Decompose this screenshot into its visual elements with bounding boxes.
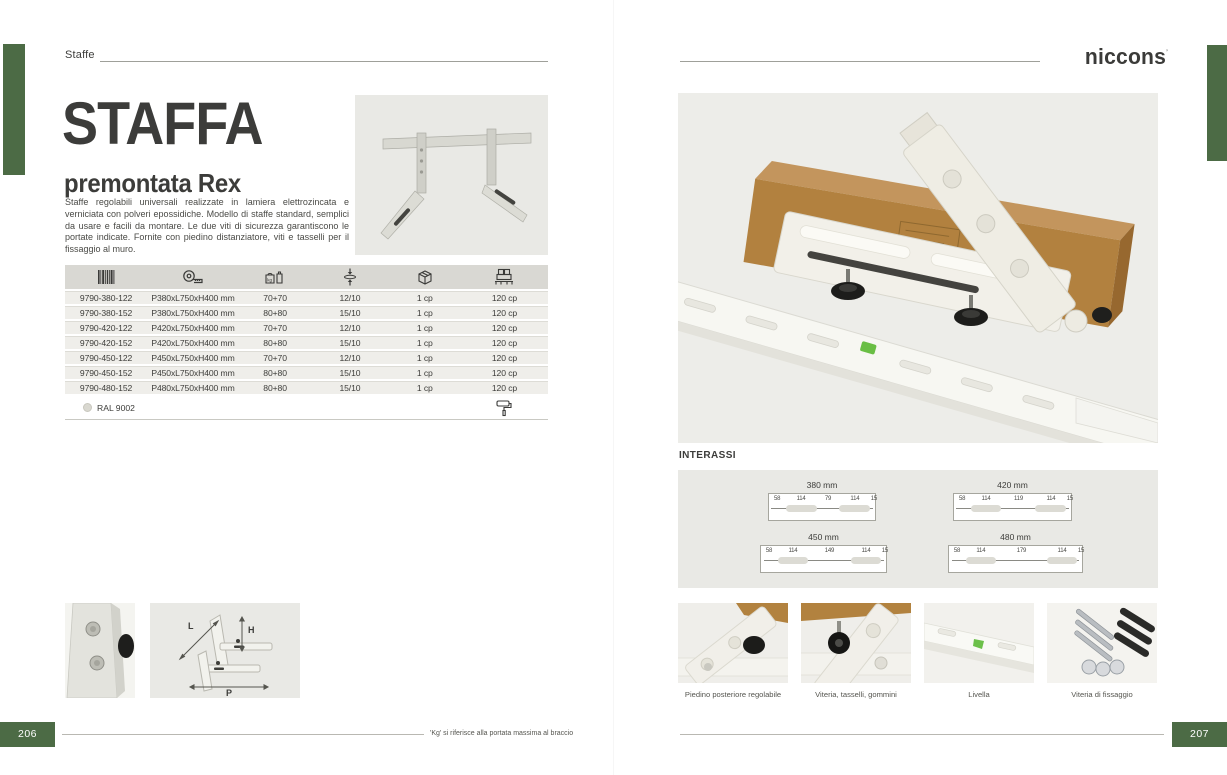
cell-thickness: 15/10	[339, 382, 361, 393]
brand-logo-text: niccons	[1084, 44, 1167, 69]
spec-table-header	[65, 265, 548, 291]
cell-capacity: 80+80	[263, 382, 287, 393]
rubber-foot-knob	[118, 634, 134, 658]
cell-thickness: 15/10	[339, 307, 361, 318]
product-photo-main	[678, 93, 1158, 443]
cell-capacity: 70+70	[263, 322, 287, 333]
segment-value: 58	[958, 496, 966, 502]
segment-value: 58	[953, 548, 961, 554]
cell-code: 9790-380-122	[79, 292, 133, 303]
table-row	[65, 291, 548, 306]
segment-value: 114	[1057, 548, 1067, 554]
cell-pack: 1 cp	[416, 292, 433, 303]
slot-pill	[971, 505, 1001, 512]
header-rule-right	[680, 61, 1040, 62]
cell-pack: 1 cp	[416, 382, 433, 393]
segment-value: 15	[1077, 548, 1085, 554]
segment-value: 149	[824, 548, 835, 554]
cell-capacity: 70+70	[263, 292, 287, 303]
bracket-illustration	[355, 95, 548, 255]
table-row	[65, 306, 548, 321]
segment-value: 114	[981, 496, 991, 502]
footer-rule-left	[62, 734, 424, 735]
cell-size: P450xL750xH400 mm	[151, 352, 235, 363]
cell-size: P420xL750xH400 mm	[151, 322, 235, 333]
page-fold-divider	[613, 0, 614, 775]
cell-pallet: 120 cp	[491, 337, 518, 348]
thumbnail-caption: Viteria di fissaggio	[1071, 690, 1133, 699]
cell-pack: 1 cp	[416, 337, 433, 348]
dim-label-depth: P	[226, 688, 233, 698]
cell-thickness: 15/10	[339, 337, 361, 348]
thumbnail-caption: Livella	[968, 690, 990, 699]
cell-code: 9790-480-152	[79, 382, 133, 393]
product-photo-small	[355, 95, 548, 255]
cell-capacity: 80+80	[263, 307, 287, 318]
diagram-bar	[760, 545, 887, 573]
segment-value: 79	[824, 496, 832, 502]
brand-logo	[1064, 44, 1168, 70]
dimension-diagram	[150, 603, 300, 698]
page-number-right: 207	[1172, 722, 1227, 747]
cell-pallet: 120 cp	[491, 307, 518, 318]
diagram-bar	[768, 493, 876, 521]
detail-photo-screws	[1047, 603, 1157, 683]
barcode-icon	[95, 269, 117, 285]
product-title: STAFFA	[62, 90, 263, 157]
interassi-diagram-450	[760, 532, 887, 573]
segment-value: 179	[1016, 548, 1027, 554]
cell-code: 9790-450-122	[79, 352, 133, 363]
footer-rule-right	[680, 734, 1164, 735]
cell-thickness: 15/10	[339, 367, 361, 378]
package-icon	[416, 269, 434, 286]
slot-pill	[786, 505, 817, 512]
table-row	[65, 366, 548, 381]
slot-pill	[966, 557, 997, 564]
table-footer-row	[65, 396, 548, 420]
cell-size: P380xL750xH400 mm	[151, 307, 235, 318]
cell-pack: 1 cp	[416, 307, 433, 318]
cell-thickness: 12/10	[339, 352, 361, 363]
cell-code: 9790-420-152	[79, 337, 133, 348]
slot-pill	[1035, 505, 1065, 512]
dimension-diagram-svg	[150, 603, 300, 698]
interassi-heading: INTERASSI	[679, 450, 736, 461]
svg-text:kg: kg	[267, 277, 273, 282]
cell-pallet: 120 cp	[491, 382, 518, 393]
segment-value: 114	[796, 496, 806, 502]
interassi-diagram-380	[768, 480, 876, 521]
category-label: Staffe	[65, 49, 95, 61]
diagram-title: 480 mm	[1000, 532, 1031, 542]
main-photo-illustration	[678, 93, 1158, 443]
diagram-title: 420 mm	[997, 480, 1028, 490]
brand-trademark: ’	[1166, 48, 1168, 58]
diagram-title: 380 mm	[806, 480, 838, 490]
table-row	[65, 321, 548, 336]
rear-foot-knob	[743, 636, 765, 654]
footnote: 'Kg' si riferisce alla portata massima al braccio	[430, 730, 574, 737]
segment-value: 114	[850, 496, 860, 502]
cell-pallet: 120 cp	[491, 322, 518, 333]
detail-photo-foot	[65, 603, 135, 698]
detail-photo-level	[924, 603, 1034, 683]
cell-pack: 1 cp	[416, 322, 433, 333]
section-tab-right	[1207, 45, 1227, 161]
cell-pack: 1 cp	[416, 367, 433, 378]
cell-size: P450xL750xH400 mm	[151, 367, 235, 378]
foot-detail-illustration	[65, 603, 135, 698]
interassi-panel	[678, 470, 1158, 588]
thumbnail-caption: Viteria, tasselli, gommini	[815, 690, 897, 699]
cell-thickness: 12/10	[339, 292, 361, 303]
segment-value: 114	[861, 548, 871, 554]
table-row	[65, 351, 548, 366]
segment-value: 15	[881, 548, 889, 554]
cell-pallet: 120 cp	[491, 352, 518, 363]
slot-pill	[839, 505, 870, 512]
thumbnail-caption: Piedino posteriore regolabile	[684, 690, 782, 699]
ral-swatch	[83, 403, 92, 412]
pallet-icon	[493, 268, 515, 286]
measuring-tape-icon	[181, 269, 205, 285]
cell-code: 9790-380-152	[79, 307, 133, 318]
interassi-diagram-420	[953, 480, 1072, 521]
cell-pack: 1 cp	[416, 352, 433, 363]
cell-pallet: 120 cp	[491, 292, 518, 303]
interassi-diagram-480	[948, 532, 1083, 573]
segment-value: 114	[788, 548, 798, 554]
table-row	[65, 381, 548, 396]
cell-size: P420xL750xH400 mm	[151, 337, 235, 348]
slot-pill	[778, 557, 808, 564]
table-row	[65, 336, 548, 351]
ral-color-indicator	[65, 403, 135, 413]
detail-photo-hardware	[801, 603, 911, 683]
spec-table	[65, 265, 548, 420]
cell-code: 9790-450-152	[79, 367, 133, 378]
pivot-knob	[1092, 307, 1112, 323]
product-subtitle: premontata Rex	[64, 168, 241, 198]
cell-size: P480xL750xH400 mm	[151, 382, 235, 393]
weight-capacity-icon	[263, 269, 287, 286]
cell-capacity: 80+80	[263, 367, 287, 378]
cell-code: 9790-420-122	[79, 322, 133, 333]
segment-value: 15	[1066, 496, 1074, 502]
page-number-left: 206	[0, 722, 55, 747]
segment-value: 114	[976, 548, 986, 554]
diagram-bar	[953, 493, 1072, 521]
dim-label-height: H	[248, 625, 255, 635]
dim-label-length: L	[188, 621, 194, 631]
product-description: Staffe regolabili universali realizzate in lamiera elettrozincata e verniciata con polveri epossidiche. Modello di staffe standard, semplici da usare e facili da montare. Le due viti di sicurezza garantiscono le portate indicate. Fornite con piedino distanziatore, viti e tasselli per il fissaggio al muro.	[65, 197, 349, 255]
diagram-title: 450 mm	[808, 532, 839, 542]
sheet-thickness-icon	[343, 268, 357, 286]
segment-value: 58	[765, 548, 773, 554]
cell-capacity: 70+70	[263, 352, 287, 363]
slot-pill	[1047, 557, 1078, 564]
cell-thickness: 12/10	[339, 322, 361, 333]
segment-value: 15	[870, 496, 878, 502]
cell-pallet: 120 cp	[491, 367, 518, 378]
paint-roller-icon	[495, 399, 513, 417]
detail-photo-foot-adjustable	[678, 603, 788, 683]
segment-value: 58	[773, 496, 781, 502]
diagram-bar	[948, 545, 1083, 573]
section-tab-left	[3, 44, 25, 175]
header-rule-left	[100, 61, 548, 62]
cell-size: P380xL750xH400 mm	[151, 292, 235, 303]
segment-value: 119	[1013, 496, 1023, 502]
slot-pill	[851, 557, 881, 564]
ral-label: RAL 9002	[97, 402, 135, 413]
cell-capacity: 80+80	[263, 337, 287, 348]
segment-value: 114	[1046, 496, 1056, 502]
